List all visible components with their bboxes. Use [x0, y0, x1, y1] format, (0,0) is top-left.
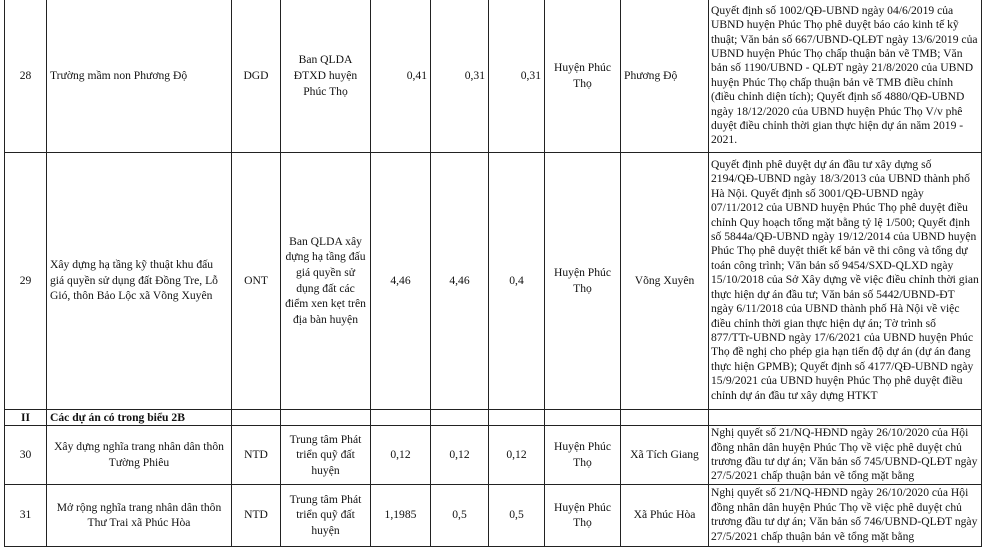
land-use-code: NTD [232, 484, 281, 546]
empty-cell [431, 409, 489, 426]
area-a: 0,5 [431, 484, 489, 546]
commune: Xã Tích Giang [621, 426, 709, 485]
empty-cell [621, 409, 709, 426]
area-total: 4,46 [371, 152, 431, 409]
empty-cell [281, 409, 371, 426]
land-use-code: DGD [232, 0, 281, 152]
area-total: 1,1985 [371, 484, 431, 546]
commune: Phương Độ [621, 0, 709, 152]
land-use-code: NTD [232, 426, 281, 485]
district: Huyện Phúc Thọ [545, 152, 621, 409]
project-name: Xây dựng nghĩa trang nhân dân thôn Tường Phiêu [47, 426, 232, 485]
empty-cell [545, 409, 621, 426]
section-row [5, 409, 982, 426]
empty-cell [709, 409, 982, 426]
area-b: 0,4 [489, 152, 545, 409]
project-name: Xây dựng hạ tầng kỹ thuật khu đấu giá quyền sử dụng đất Đồng Tre, Lỗ Gió, thôn Bảo Lộc xã Võng Xuyên [47, 152, 232, 409]
row-number: 28 [5, 0, 47, 152]
table-row [5, 426, 982, 485]
area-b: 0,12 [489, 426, 545, 485]
commune: Xã Phúc Hòa [621, 484, 709, 546]
row-number: 30 [5, 426, 47, 485]
empty-cell [232, 409, 281, 426]
section-title: Các dự án có trong biểu 2B [47, 409, 232, 426]
district: Huyện Phúc Thọ [545, 484, 621, 546]
empty-cell [489, 409, 545, 426]
project-name: Trường mầm non Phương Độ [47, 0, 232, 152]
project-table [4, 0, 982, 547]
land-use-code: ONT [232, 152, 281, 409]
area-a: 4,46 [431, 152, 489, 409]
section-number: II [5, 409, 47, 426]
table-row [5, 152, 982, 409]
legal-basis: Nghị quyết số 21/NQ-HĐND ngày 26/10/2020 của Hội đồng nhân dân huyện Phúc Thọ về việc phê duyệt chủ trương đầu tư dự án; Văn bản số 745/UBND-QLĐT ngày 27/5/2021 chấp thuận bản vẽ tổng mặt bằng [709, 426, 982, 485]
project-name: Mở rộng nghĩa trang nhân dân thôn Thư Trai xã Phúc Hòa [47, 484, 232, 546]
legal-basis: Quyết định phê duyệt dự án đầu tư xây dựng số 2194/QĐ-UBND ngày 18/3/2013 của UBND thành phố Hà Nội. Quyết định số 3001/QĐ-UBND ngày 07/11/2012 của UBND huyện Phúc Thọ phê duyệt điều chỉnh Quy hoạch tổng mặt bằng tỷ lệ 1/500; Quyết định số 5844a/QĐ-UBND ngày 19/12/2014 của UBND huyện Phúc Thọ phê duyệt thiết kế bản vẽ thi công và tổng dự toán công trình; Văn bản số 9454/SXD-QLXD ngày 15/10/2018 của Sở Xây dựng về việc điều chỉnh thời gian thực hiện dự án đầu tư; Văn bản số 5442/UBND-ĐT ngày 6/11/2018 của UBND thành phố Hà Nội về việc điều chỉnh thời gian thực hiện dự án; Tờ trình số 877/TTr-UBND ngày 17/6/2021 của UBND huyện Phúc Thọ đề nghị cho phép gia hạn tiến độ dự án (dự án đang thực hiện GPMB); Quyết định số 4177/QĐ-UBND ngày 15/9/2021 của UBND huyện Phúc Thọ phê duyệt điều chỉnh dự án đầu tư xây dựng HTKT [709, 152, 982, 409]
legal-basis: Nghị quyết số 21/NQ-HĐND ngày 26/10/2020 của Hội đồng nhân dân huyện Phúc Thọ về việc phê duyệt chủ trương đầu tư dự án; Văn bản số 746/UBND-QLĐT ngày 27/5/2021 chấp thuận bản vẽ tổng mặt bằng [709, 484, 982, 546]
area-a: 0,12 [431, 426, 489, 485]
table-row [5, 484, 982, 546]
empty-cell [371, 409, 431, 426]
area-total: 0,41 [371, 0, 431, 152]
commune: Võng Xuyên [621, 152, 709, 409]
area-b: 0,31 [489, 0, 545, 152]
district: Huyện Phúc Thọ [545, 0, 621, 152]
investor: Ban QLDA xây dựng hạ tầng đấu giá quyền sử dụng đất các điểm xen kẹt trên địa bàn huyện [281, 152, 371, 409]
district: Huyện Phúc Thọ [545, 426, 621, 485]
row-number: 29 [5, 152, 47, 409]
investor: Trung tâm Phát triển quỹ đất huyện [281, 426, 371, 485]
row-number: 31 [5, 484, 47, 546]
legal-basis: Quyết định số 1002/QĐ-UBND ngày 04/6/2019 của UBND huyện Phúc Thọ phê duyệt báo cáo kinh tế kỹ thuật; Văn bản số 667/UBND-QLĐT ngày 13/6/2019 của UBND huyện Phúc Thọ chấp thuận bản vẽ TMB; Văn bản số 1190/UBND - QLĐT ngày 21/8/2020 của UBND huyện Phúc Thọ chấp thuận bản vẽ TMB điều chỉnh (điều chỉnh diện tích); Quyết định số 4880/QĐ-UBND ngày 18/12/2020 của UBND huyện Phúc Thọ V/v phê duyệt điều chỉnh thời gian thực hiện dự án năm 2019 - 2021. [709, 0, 982, 152]
area-b: 0,5 [489, 484, 545, 546]
area-a: 0,31 [431, 0, 489, 152]
area-total: 0,12 [371, 426, 431, 485]
investor: Trung tâm Phát triển quỹ đất huyện [281, 484, 371, 546]
table-row [5, 0, 982, 152]
investor: Ban QLDA ĐTXD huyện Phúc Thọ [281, 0, 371, 152]
